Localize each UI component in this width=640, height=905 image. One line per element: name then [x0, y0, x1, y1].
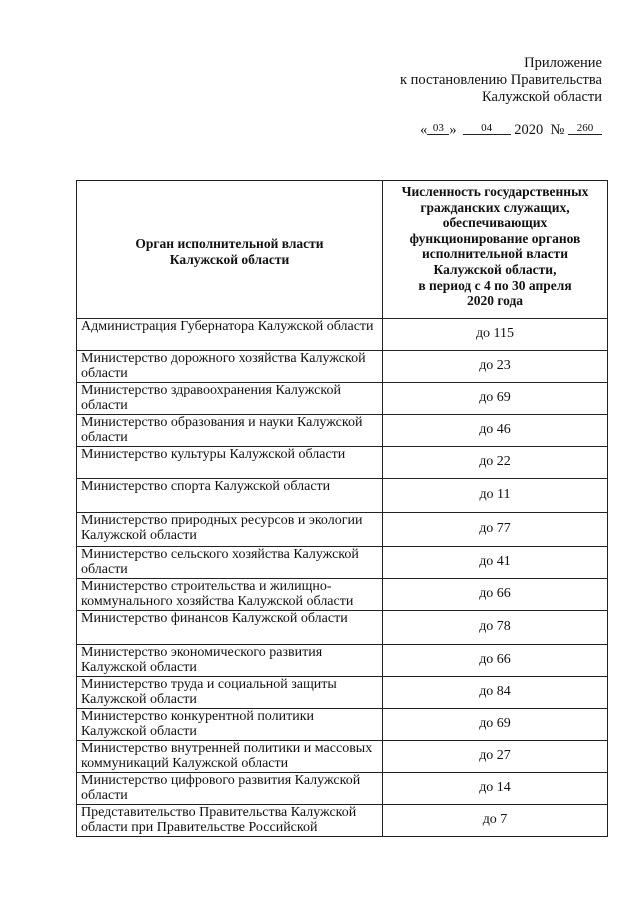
header-count-line: исполнительной власти: [421, 246, 569, 262]
table-row: [77, 579, 608, 611]
header-count-line: Численность государственных: [401, 184, 589, 199]
header-org-line: Орган исполнительной власти: [135, 235, 324, 251]
table-row: [77, 415, 608, 447]
table-row: [77, 741, 608, 773]
table-row: [77, 319, 608, 351]
table-row: [77, 677, 608, 709]
staff-table: [76, 180, 608, 837]
header-count-line: 2020 года: [466, 293, 524, 309]
org-name-cell: Представительство Правительства Калужской области при Правительстве Российской: [77, 805, 383, 837]
header-count-line: обеспечивающих: [442, 215, 548, 231]
table-row: [77, 351, 608, 383]
table-row: [77, 611, 608, 645]
appendix-header: [400, 55, 602, 106]
table-header-row: [77, 181, 608, 319]
org-name-cell: Министерство конкурентной политики Калужской области: [77, 709, 383, 741]
header-org: [77, 181, 383, 319]
staff-count-cell: до 22: [383, 447, 608, 479]
staff-count-cell: до 84: [383, 677, 608, 709]
org-name-cell: Министерство строительства и жилищно-коммунального хозяйства Калужской области: [77, 579, 383, 611]
open-quote: «: [420, 122, 428, 138]
header-count-line: Калужской области,: [433, 261, 557, 277]
date-month: 04: [463, 122, 511, 135]
resolution-date-number: [420, 121, 602, 139]
org-name-cell: Министерство экономического развития Калужской области: [77, 645, 383, 677]
org-name-cell: Министерство образования и науки Калужской области: [77, 415, 383, 447]
date-year: 2020: [514, 122, 544, 138]
close-quote: »: [449, 122, 457, 138]
staff-count-cell: до 115: [383, 319, 608, 351]
staff-count-cell: до 27: [383, 741, 608, 773]
staff-count-cell: до 41: [383, 547, 608, 579]
org-name-cell: Министерство финансов Калужской области: [77, 611, 383, 645]
org-name-cell: Министерство внутренней политики и массовых коммуникаций Калужской области: [77, 741, 383, 773]
org-name-cell: Министерство здравоохранения Калужской области: [77, 383, 383, 415]
table-row: [77, 547, 608, 579]
appendix-region: Калужской области: [482, 89, 602, 105]
staff-count-cell: до 69: [383, 709, 608, 741]
org-name-cell: Министерство цифрового развития Калужской области: [77, 773, 383, 805]
org-name-cell: Министерство дорожного хозяйства Калужской области: [77, 351, 383, 383]
staff-count-cell: до 23: [383, 351, 608, 383]
table-row: [77, 447, 608, 479]
table-row: [77, 645, 608, 677]
table-row: [77, 479, 608, 513]
table-row: [77, 709, 608, 741]
staff-count-cell: до 14: [383, 773, 608, 805]
staff-count-cell: до 78: [383, 611, 608, 645]
staff-count-cell: до 66: [383, 579, 608, 611]
org-name-cell: Министерство труда и социальной защиты Калужской области: [77, 677, 383, 709]
staff-count-cell: до 77: [383, 513, 608, 547]
header-org-line: Калужской области: [169, 251, 290, 267]
table-row: [77, 383, 608, 415]
table-row: [77, 773, 608, 805]
staff-count-cell: до 7: [383, 805, 608, 837]
org-name-cell: Министерство сельского хозяйства Калужской области: [77, 547, 383, 579]
table-row: [77, 513, 608, 547]
header-count-line: в период с 4 по 30 апреля: [418, 277, 572, 293]
appendix-title: Приложение: [524, 55, 602, 71]
org-name-cell: Министерство спорта Калужской области: [77, 479, 383, 513]
org-name-cell: Администрация Губернатора Калужской области: [77, 319, 383, 351]
staff-count-cell: до 46: [383, 415, 608, 447]
staff-count-cell: до 11: [383, 479, 608, 513]
staff-count-cell: до 66: [383, 645, 608, 677]
header-count: [383, 181, 608, 319]
table-body: [77, 319, 608, 837]
header-count-line: функционирование органов: [409, 230, 581, 246]
table-row: [77, 805, 608, 837]
staff-count-cell: до 69: [383, 383, 608, 415]
number-sign: №: [550, 122, 565, 138]
header-count-line: гражданских служащих,: [420, 199, 570, 215]
appendix-reference: к постановлению Правительства: [400, 72, 602, 88]
org-name-cell: Министерство культуры Калужской области: [77, 447, 383, 479]
resolution-number: 260: [568, 122, 602, 135]
date-day: 03: [427, 122, 449, 135]
org-name-cell: Министерство природных ресурсов и экологии Калужской области: [77, 513, 383, 547]
